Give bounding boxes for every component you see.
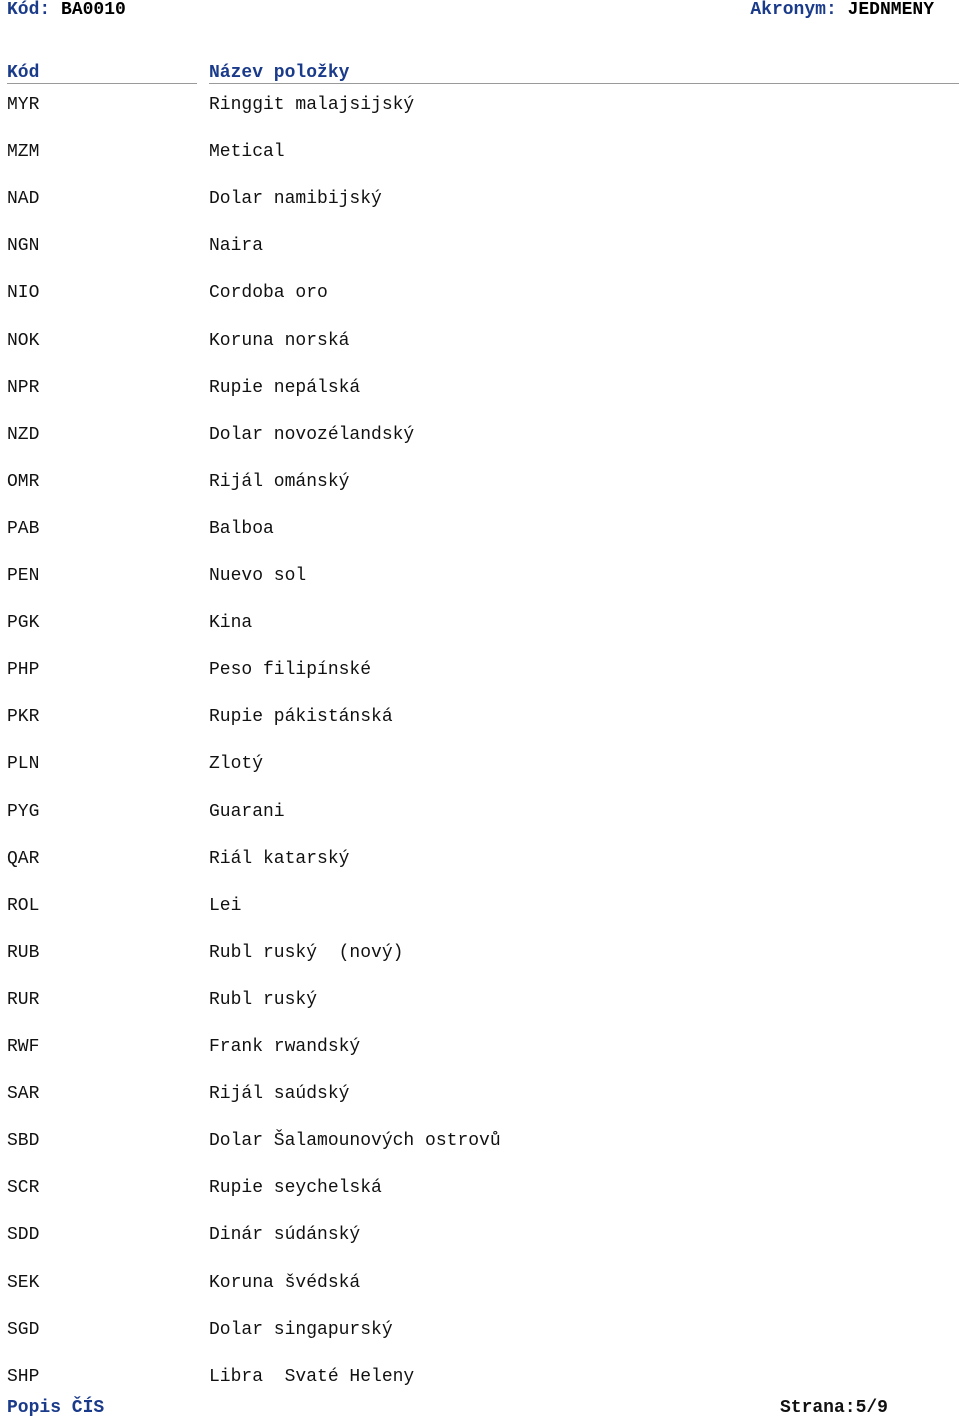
currency-code: MYR [7,95,40,115]
header-code [7,0,126,20]
currency-code: PAB [7,518,40,539]
currency-code: PGK [7,613,40,634]
currency-name: Frank rwandský [209,1037,361,1057]
currency-name: Rijál ománský [209,471,350,492]
currency-name: Rupie nepálská [209,377,361,398]
list-item [0,423,960,447]
currency-name: Rubl ruský [209,989,318,1010]
currency-code: SCR [7,1178,40,1199]
header-acronym-label: Akronym: [750,0,837,20]
list-item [0,1271,960,1295]
currency-code: ROL [7,895,40,916]
currency-code: MZM [7,142,40,163]
currency-code: PKR [7,707,40,728]
list-item [0,234,960,258]
currency-code: NIO [7,283,40,304]
list-item [0,800,960,824]
list-item [0,93,960,117]
currency-name: Zlotý [209,754,264,775]
header-acronym-value: JEDNMENY [847,0,934,20]
currency-name: Koruna norská [209,330,350,351]
currency-code: OMR [7,471,40,492]
currency-name: Naira [209,236,264,257]
list-item [0,329,960,353]
list-item [0,988,960,1012]
currency-name: Peso filipínské [209,660,372,681]
currency-name: Dolar namibijský [209,189,382,210]
header-code-label: Kód: [7,0,51,20]
list-item [0,1082,960,1106]
list-item [0,1176,960,1200]
currency-name: Guarani [209,801,285,822]
currency-code: SAR [7,1084,40,1105]
currency-name: Dinár súdánský [209,1225,361,1246]
currency-name: Rupie seychelská [209,1178,382,1199]
currency-code: NPR [7,377,40,398]
list-item [0,894,960,918]
header-acronym [750,0,934,20]
currency-code: NZD [7,424,40,445]
list-item [0,941,960,965]
list-item [0,470,960,494]
currency-code: NGN [7,236,40,257]
currency-code: RUB [7,942,40,963]
currency-code: SGD [7,1319,40,1340]
currency-name: Balboa [209,518,274,539]
currency-name: Kina [209,613,253,634]
footer-page-number: Strana:5/9 [779,1398,888,1418]
currency-name: Dolar singapurský [209,1319,393,1340]
currency-name: Libra Svaté Heleny [209,1366,415,1387]
footer-description: Popis ČÍS [7,1398,105,1418]
currency-name: Ringgit malajsijský [209,95,415,115]
list-item [0,376,960,400]
currency-code: SHP [7,1366,40,1387]
list-item [0,611,960,635]
list-item [0,1365,960,1389]
currency-name: Riál katarský [209,848,350,869]
list-item [0,752,960,776]
currency-code: QAR [7,848,40,869]
currency-name: Rijál saúdský [209,1084,350,1105]
currency-name: Rubl ruský (nový) [209,942,404,963]
column-header-name: Název položky [209,63,350,83]
currency-code: NOK [7,330,40,351]
list-item [0,1223,960,1247]
list-item [0,281,960,305]
list-item [0,1035,960,1059]
list-item [0,658,960,682]
currency-code: PEN [7,566,40,586]
list-item [0,1129,960,1153]
currency-name: Nuevo sol [209,566,307,586]
column-divider-code [7,83,197,84]
currency-code: SBD [7,1131,40,1152]
list-item [0,847,960,871]
list-item [0,140,960,164]
list-item [0,1318,960,1342]
header-code-value: BA0010 [61,0,126,20]
currency-name: Lei [209,895,242,916]
currency-code: RUR [7,989,40,1010]
list-item [0,705,960,729]
list-item [0,517,960,541]
list-item [0,564,960,588]
currency-name: Cordoba oro [209,283,328,304]
currency-code: PYG [7,801,40,822]
currency-code: RWF [7,1037,40,1057]
currency-code: PHP [7,660,40,681]
currency-code: NAD [7,189,40,210]
currency-name: Dolar novozélandský [209,424,415,445]
currency-code: SEK [7,1272,40,1293]
currency-name: Rupie pákistánská [209,707,393,728]
currency-name: Dolar Šalamounových ostrovů [209,1131,501,1152]
column-divider-name [209,83,959,84]
currency-name: Koruna švédská [209,1272,361,1293]
currency-name: Metical [209,142,285,163]
column-header-code: Kód [7,63,40,83]
currency-code: SDD [7,1225,40,1246]
currency-code: PLN [7,754,40,775]
list-item [0,187,960,211]
